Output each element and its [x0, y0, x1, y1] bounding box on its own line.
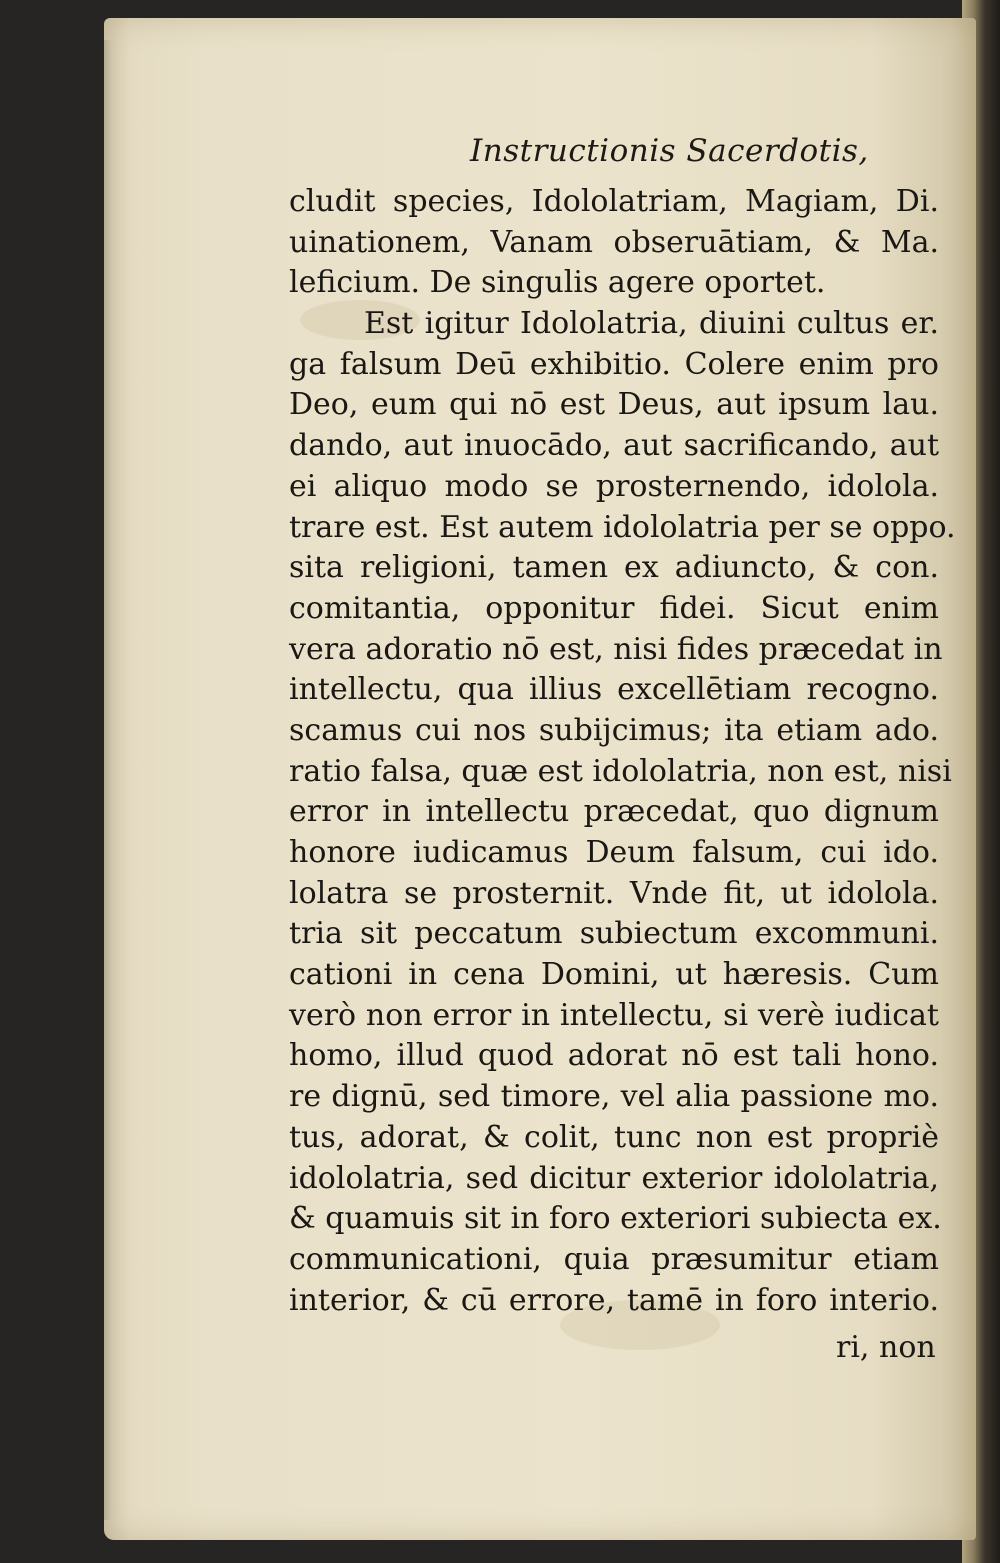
- running-head: Instructionis Sacerdotis,: [470, 133, 869, 169]
- body-text: [289, 182, 956, 1321]
- text-line: uinationem, Vanam obseruātiam, & Ma.: [289, 224, 939, 260]
- text-line: error in intellectu præcedat, quo dignum: [289, 794, 939, 830]
- text-line: sita religioni, tamen ex adiuncto, & con.: [289, 550, 939, 586]
- text-line: re dignū, sed timore, vel alia passione mo.: [289, 1079, 939, 1115]
- text-line: Deo, eum qui nō est Deus, aut ipsum lau.: [289, 387, 939, 423]
- text-line: tus, adorat, & colit, tunc non est propriè: [289, 1119, 939, 1155]
- text-line: & quamuis sit in foro exteriori subiecta ex.: [289, 1201, 942, 1237]
- text-line: interior, & cū errore, tamē in foro interio.: [289, 1282, 939, 1318]
- catchword: ri, non: [836, 1330, 936, 1365]
- text-line: homo, illud quod adorat nō est tali hono.: [289, 1038, 939, 1074]
- text-line: cationi in cena Domini, ut hæresis. Cum: [289, 957, 939, 993]
- text-line: comitantia, opponitur fidei. Sicut enim: [289, 590, 939, 626]
- text-line: verò non error in intellectu, si verè iudicat: [289, 997, 939, 1033]
- text-line: idololatria, sed dicitur exterior idololatria,: [289, 1160, 939, 1196]
- text-line: honore iudicamus Deum falsum, cui ido.: [289, 835, 939, 870]
- text-line: vera adoratio nō est, nisi fides præcedat in: [289, 631, 943, 667]
- text-line: trare est. Est autem idololatria per se oppo.: [289, 509, 956, 545]
- text-line: cludit species, Idololatriam, Magiam, Di.: [289, 184, 939, 219]
- text-line: scamus cui nos subijcimus; ita etiam ado.: [289, 712, 939, 748]
- text-line: Est igitur Idololatria, diuini cultus er.: [364, 306, 939, 342]
- text-line: ga falsum Deū exhibitio. Colere enim pro: [289, 346, 939, 382]
- text-line: dando, aut inuocādo, aut sacrificando, aut: [289, 428, 939, 464]
- text-line: intellectu, qua illius excellētiam recogno.: [289, 672, 939, 708]
- text-line: lolatra se prosternit. Vnde fit, ut idolola.: [289, 875, 939, 911]
- text-line: communicationi, quia præsumitur etiam: [289, 1241, 939, 1277]
- page-edge: [104, 40, 118, 1520]
- text-line: ei aliquo modo se prosternendo, idolola.: [289, 468, 939, 504]
- text-line: leficium. De singulis agere oportet.: [289, 265, 826, 301]
- text-line: tria sit peccatum subiectum excommuni.: [289, 916, 939, 952]
- text-line: ratio falsa, quæ est idololatria, non est, nisi: [289, 753, 952, 789]
